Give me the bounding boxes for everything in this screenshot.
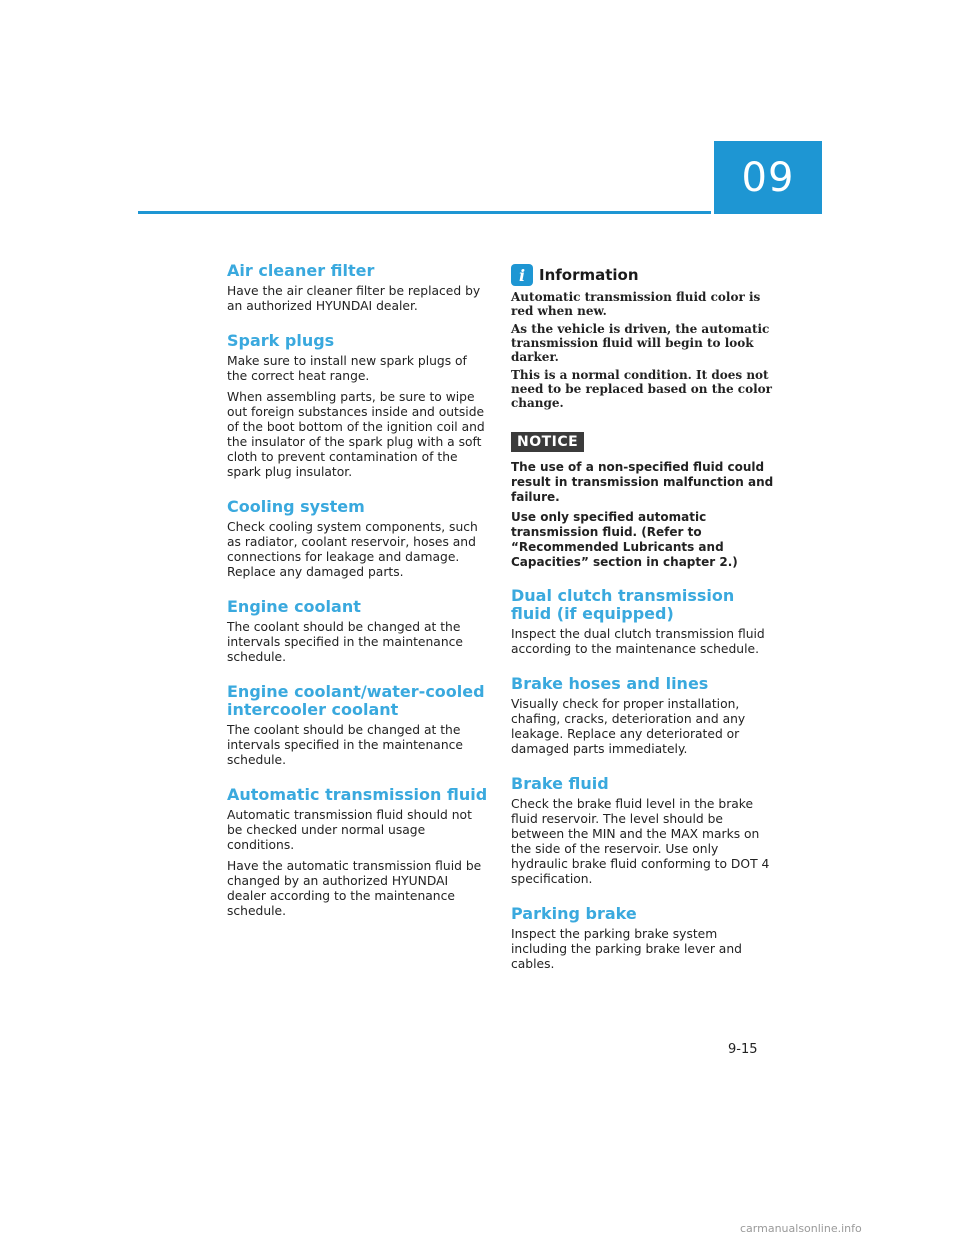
section-heading-parking-brake: Parking brake xyxy=(511,904,637,923)
information-text: As the vehicle is driven, the automatic transmission fluid will begin to look darker. xyxy=(511,322,770,364)
section-heading-atf: Automatic transmission fluid xyxy=(227,785,488,804)
section-heading-engine-coolant: Engine coolant xyxy=(227,597,361,616)
page-number: 9-15 xyxy=(728,1042,758,1057)
information-text: This is a normal condition. It does not need to be replaced based on the color change. xyxy=(511,368,772,410)
section-heading-dct-fluid: Dual clutch transmission fluid (if equipped) xyxy=(511,586,735,623)
section-text: Check cooling system components, such as radiator, coolant reservoir, hoses and connections for leakage and damage. Replace any damaged parts. xyxy=(227,520,478,579)
section-heading-brake-hoses: Brake hoses and lines xyxy=(511,674,709,693)
section-heading-cooling-system: Cooling system xyxy=(227,497,365,516)
chapter-tab: 09 xyxy=(714,141,822,214)
notice-label: NOTICE xyxy=(511,432,584,452)
watermark: carmanualsonline.info xyxy=(740,1222,862,1235)
section-text: Inspect the dual clutch transmission fluid according to the maintenance schedule. xyxy=(511,627,765,656)
information-text: Automatic transmission fluid color is red when new. xyxy=(511,290,761,318)
section-heading-intercooler-coolant: Engine coolant/water-cooled intercooler coolant xyxy=(227,682,485,719)
information-box-header xyxy=(511,264,777,286)
section-text: When assembling parts, be sure to wipe out foreign substances inside and outside of the boot bottom of the ignition coil and the insulator of the spark plug with a soft cloth to prevent contamination of the spark plug insulator. xyxy=(227,390,485,479)
section-text: Have the air cleaner filter be replaced by an authorized HYUNDAI dealer. xyxy=(227,284,481,313)
information-title: Information xyxy=(539,266,639,284)
section-text: Inspect the parking brake system including the parking brake lever and cables. xyxy=(511,927,742,971)
notice-text: Use only specified automatic transmission fluid. (Refer to “Recommended Lubricants and Capacities” section in chapter 2.) xyxy=(511,510,738,569)
header-rule xyxy=(138,211,711,214)
section-text: Have the automatic transmission fluid be changed by an authorized HYUNDAI dealer according to the maintenance schedule. xyxy=(227,859,482,918)
notice-text: The use of a non-specified fluid could result in transmission malfunction and failure. xyxy=(511,460,774,504)
section-text: Make sure to install new spark plugs of the correct heat range. xyxy=(227,354,467,383)
section-text: Automatic transmission fluid should not be checked under normal usage conditions. xyxy=(227,808,472,852)
section-text: Check the brake fluid level in the brake fluid reservoir. The level should be between the MIN and the MAX marks on the side of the reservoir. Use only hydraulic brake fluid conforming to DOT 4 specification. xyxy=(511,797,770,886)
section-text: The coolant should be changed at the intervals specified in the maintenance schedule. xyxy=(227,723,463,767)
section-heading-air-cleaner: Air cleaner filter xyxy=(227,261,375,280)
left-column xyxy=(227,262,489,925)
section-text: The coolant should be changed at the intervals specified in the maintenance schedule. xyxy=(227,620,463,664)
section-heading-spark-plugs: Spark plugs xyxy=(227,331,335,350)
info-icon: i xyxy=(511,264,533,286)
right-column xyxy=(511,264,777,978)
section-text: Visually check for proper installation, chafing, cracks, deterioration and any leakage. Replace any deteriorated or damaged parts immediately. xyxy=(511,697,746,756)
section-heading-brake-fluid: Brake fluid xyxy=(511,774,609,793)
